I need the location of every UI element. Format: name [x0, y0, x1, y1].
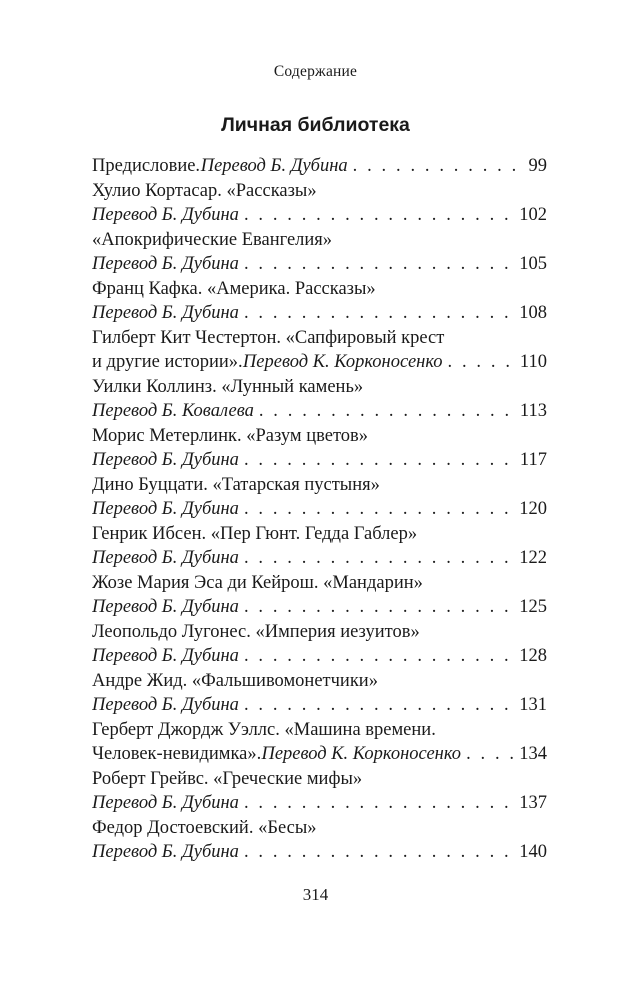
toc-leader-line — [92, 546, 547, 571]
dot-leader — [448, 350, 517, 375]
dot-leader — [244, 644, 516, 669]
toc-entry-title: Дино Буццати. «Татарская пустыня» — [92, 474, 380, 495]
toc-entry-title: Генрик Ибсен. «Пер Гюнт. Гедда Габлер» — [92, 523, 418, 544]
toc-entry-translator: Перевод Б. Дубина — [92, 205, 239, 225]
toc-entry-translator: Перевод Б. Дубина — [92, 450, 239, 470]
toc-entry-page: 113 — [519, 401, 547, 421]
toc-leader-line — [92, 301, 547, 326]
toc-entry-title: Федор Достоевский. «Бесы» — [92, 817, 317, 838]
toc-entry — [92, 571, 547, 620]
toc-entry-translator: Перевод Б. Дубина — [92, 548, 239, 568]
toc-entry-title: Андре Жид. «Фальшивомонетчики» — [92, 670, 378, 691]
toc-entry-translator: Перевод Б. Дубина — [200, 156, 348, 176]
table-of-contents — [92, 154, 547, 865]
toc-entry-translator: Перевод Б. Дубина — [92, 303, 239, 323]
toc-entry-title: Уилки Коллинз. «Лунный камень» — [92, 376, 364, 397]
toc-entry-translator: Перевод К. Корконосенко — [242, 352, 443, 372]
toc-entry-title: Хулио Кортасар. «Рассказы» — [92, 180, 317, 201]
toc-entry-title: Гилберт Кит Честертон. «Сапфировый крест — [92, 327, 445, 348]
toc-entry-title: Франц Кафка. «Америка. Рассказы» — [92, 278, 376, 299]
toc-leader-line — [92, 644, 547, 669]
dot-leader — [244, 546, 516, 571]
toc-leader-line — [92, 595, 547, 620]
toc-entry-title: «Апокрифические Евангелия» — [92, 229, 333, 250]
toc-entry-page: 122 — [519, 548, 547, 568]
toc-entry-page: 120 — [519, 499, 547, 519]
toc-leader-line — [92, 840, 547, 865]
toc-leader-line — [92, 203, 547, 228]
toc-leader-line — [92, 791, 547, 816]
toc-entry-title: и другие истории». — [92, 352, 243, 372]
toc-entry-translator: Перевод Б. Дубина — [92, 695, 239, 715]
section-title: Личная библиотека — [221, 114, 410, 136]
toc-entry-page: 102 — [519, 205, 547, 225]
toc-leader-line — [92, 497, 547, 522]
page-number: 314 — [302, 885, 329, 904]
toc-entry-translator: Перевод Б. Дубина — [92, 254, 239, 274]
toc-entry-title: Леопольдо Лугонес. «Империя иезуитов» — [92, 621, 420, 642]
toc-leader-line — [92, 154, 547, 179]
toc-leader-line — [92, 350, 547, 375]
toc-leader-line — [92, 252, 547, 277]
toc-entry — [92, 424, 547, 473]
toc-entry-title: Морис Метерлинк. «Разум цветов» — [92, 425, 369, 446]
dot-leader — [244, 252, 516, 277]
toc-entry — [92, 277, 547, 326]
toc-entry-translator: Перевод Б. Дубина — [92, 597, 239, 617]
toc-entry-title: Жозе Мария Эса ди Кейрош. «Мандарин» — [92, 572, 423, 593]
toc-entry-page: 110 — [519, 352, 547, 372]
dot-leader — [244, 448, 517, 473]
dot-leader — [244, 791, 516, 816]
toc-entry-page: 125 — [519, 597, 547, 617]
toc-entry — [92, 620, 547, 669]
toc-entry-title: Герберт Джордж Уэллс. «Машина времени. — [92, 719, 436, 740]
toc-leader-line — [92, 399, 547, 424]
toc-entry-translator: Перевод Б. Дубина — [92, 499, 239, 519]
toc-entry-translator: Перевод Б. Дубина — [92, 646, 239, 666]
running-head: Содержание — [273, 63, 358, 80]
toc-entry-page: 99 — [528, 156, 547, 176]
toc-entry-title: Человек-невидимка». — [92, 744, 262, 764]
toc-entry — [92, 522, 547, 571]
dot-leader — [244, 203, 516, 228]
toc-leader-line — [92, 693, 547, 718]
dot-leader — [244, 497, 516, 522]
toc-entry — [92, 154, 547, 179]
dot-leader — [244, 595, 516, 620]
toc-entry — [92, 375, 547, 424]
dot-leader — [466, 742, 516, 767]
toc-entry-title: Предисловие. — [92, 156, 201, 176]
toc-leader-line — [92, 742, 547, 767]
toc-entry-page: 128 — [519, 646, 547, 666]
toc-entry — [92, 228, 547, 277]
toc-entry — [92, 718, 547, 767]
dot-leader — [353, 154, 526, 179]
toc-entry-page: 134 — [519, 744, 547, 764]
toc-entry-page: 140 — [519, 842, 547, 862]
toc-entry — [92, 179, 547, 228]
dot-leader — [244, 840, 516, 865]
dot-leader — [244, 693, 516, 718]
dot-leader — [259, 399, 517, 424]
toc-entry-page: 117 — [519, 450, 547, 470]
toc-entry-translator: Перевод Б. Дубина — [92, 793, 239, 813]
toc-entry-page: 108 — [519, 303, 547, 323]
toc-entry — [92, 767, 547, 816]
toc-entry — [92, 669, 547, 718]
toc-entry-translator: Перевод К. Корконосенко — [261, 744, 462, 764]
toc-entry-page: 105 — [519, 254, 547, 274]
toc-entry — [92, 473, 547, 522]
toc-entry-translator: Перевод Б. Дубина — [92, 842, 239, 862]
toc-entry-page: 137 — [519, 793, 547, 813]
toc-entry — [92, 326, 547, 375]
toc-leader-line — [92, 448, 547, 473]
toc-entry — [92, 816, 547, 865]
toc-entry-page: 131 — [519, 695, 547, 715]
dot-leader — [244, 301, 516, 326]
toc-entry-title: Роберт Грейвс. «Греческие мифы» — [92, 768, 363, 789]
toc-entry-translator: Перевод Б. Ковалева — [92, 401, 254, 421]
